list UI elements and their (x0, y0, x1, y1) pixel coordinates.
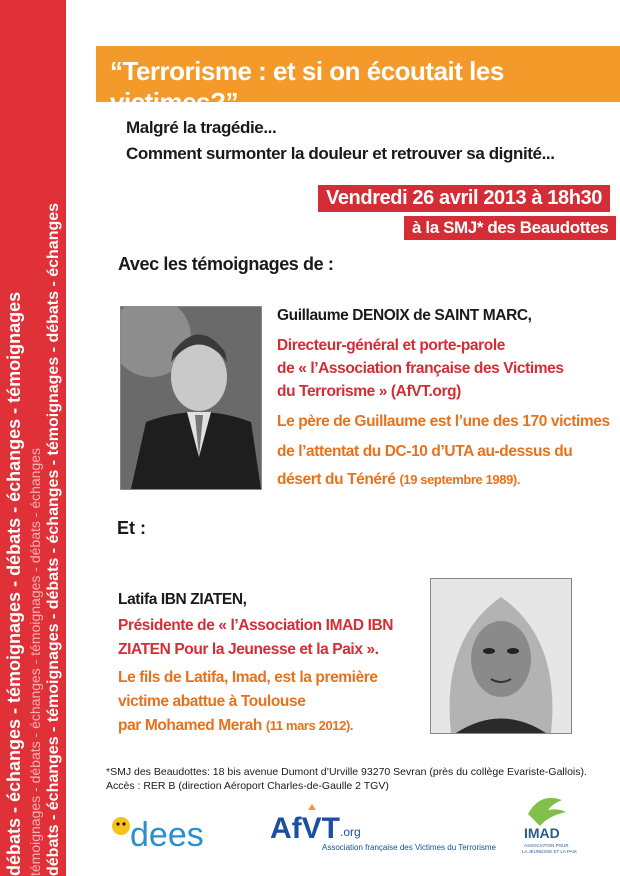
intro-line-1: Malgré la tragédie... (126, 118, 277, 137)
speaker2-bio-2: victime abattue à Toulouse (118, 693, 306, 710)
speaker1-bio-3 (277, 468, 520, 491)
speaker1-photo (120, 306, 262, 490)
avec-heading: Avec les témoignages de : (118, 254, 334, 274)
speaker2-role-2: ZIATEN Pour la Jeunesse et la Paix ». (118, 641, 379, 658)
footer-access: Accès : RER B (direction Aéroport Charles-de-Gaulle 2 TGV) (106, 780, 389, 792)
event-location: à la SMJ* des Beaudottes (404, 216, 616, 240)
event-date: Vendredi 26 avril 2013 à 18h30 (318, 185, 610, 212)
speaker1-name: Guillaume DENOIX de SAINT MARC, (277, 307, 532, 324)
sidebar-text-1: débats - échanges - témoignages - débats - échanges - témoignages (4, 291, 24, 876)
footer-address: *SMJ des Beaudottes: 18 bis avenue Dumont d’Urville 93270 Sevran (près du collège Evariste-Gallois). (106, 766, 587, 778)
afvt-logo (268, 800, 508, 858)
sidebar-banner (0, 0, 66, 876)
speaker2-bio-3-text: par Mohamed Merah (118, 717, 262, 734)
man-portrait-icon (121, 307, 261, 489)
speaker2-name: Latifa IBN ZIATEN, (118, 591, 247, 608)
dees-logo (108, 808, 226, 858)
speaker2-role-1: Présidente de « l’Association IMAD IBN (118, 617, 394, 634)
imad-logo (518, 786, 578, 860)
speaker1-bio-2: de l’attentat du DC-10 d’UTA au-dessus du (277, 443, 573, 460)
speaker1-role-2: de « l’Association française des Victimes (277, 360, 564, 377)
afvt-logo-caption: Association française des Victimes du Terrorisme (322, 843, 496, 852)
speaker2-bio-1: Le fils de Latifa, Imad, est la première (118, 669, 378, 686)
sidebar-text-2: témoignages - débats - échanges - témoignages - débats - échanges (27, 447, 43, 876)
afvt-logo-suffix: .org (340, 825, 361, 839)
intro-line-2: Comment surmonter la douleur et retrouver sa dignité... (126, 144, 555, 163)
sidebar-text-3: débats - échanges - témoignages - débats - échanges - témoignages - débats - échanges (45, 202, 62, 876)
imad-logo-text: IMAD (524, 825, 560, 841)
speaker2-bio-3 (118, 714, 353, 737)
dove-icon (528, 798, 566, 826)
speaker1-bio-date: (19 septembre 1989). (399, 472, 521, 487)
speaker2-bio-date: (11 mars 2012). (265, 718, 354, 733)
speaker1-role-1: Directeur-général et porte-parole (277, 337, 505, 354)
page-title: “Terrorisme : et si on écoutait les victimes?” (110, 56, 504, 117)
imad-caption-2: LA JEUNESSE ET LA PAIX (522, 849, 577, 854)
imad-caption-1: ASSOCIATION POUR (524, 843, 569, 848)
et-heading: Et : (117, 518, 146, 538)
speaker2-photo (430, 578, 572, 734)
speaker1-bio-3-text: désert du Ténéré (277, 471, 396, 488)
dees-logo-text: dees (130, 816, 204, 854)
afvt-logo-text: AfVT (270, 812, 340, 845)
speaker1-bio-1: Le père de Guillaume est l’une des 170 victimes (277, 413, 610, 430)
speaker1-role-3: du Terrorisme » (AfVT.org) (277, 383, 461, 400)
woman-portrait-icon (431, 579, 571, 733)
